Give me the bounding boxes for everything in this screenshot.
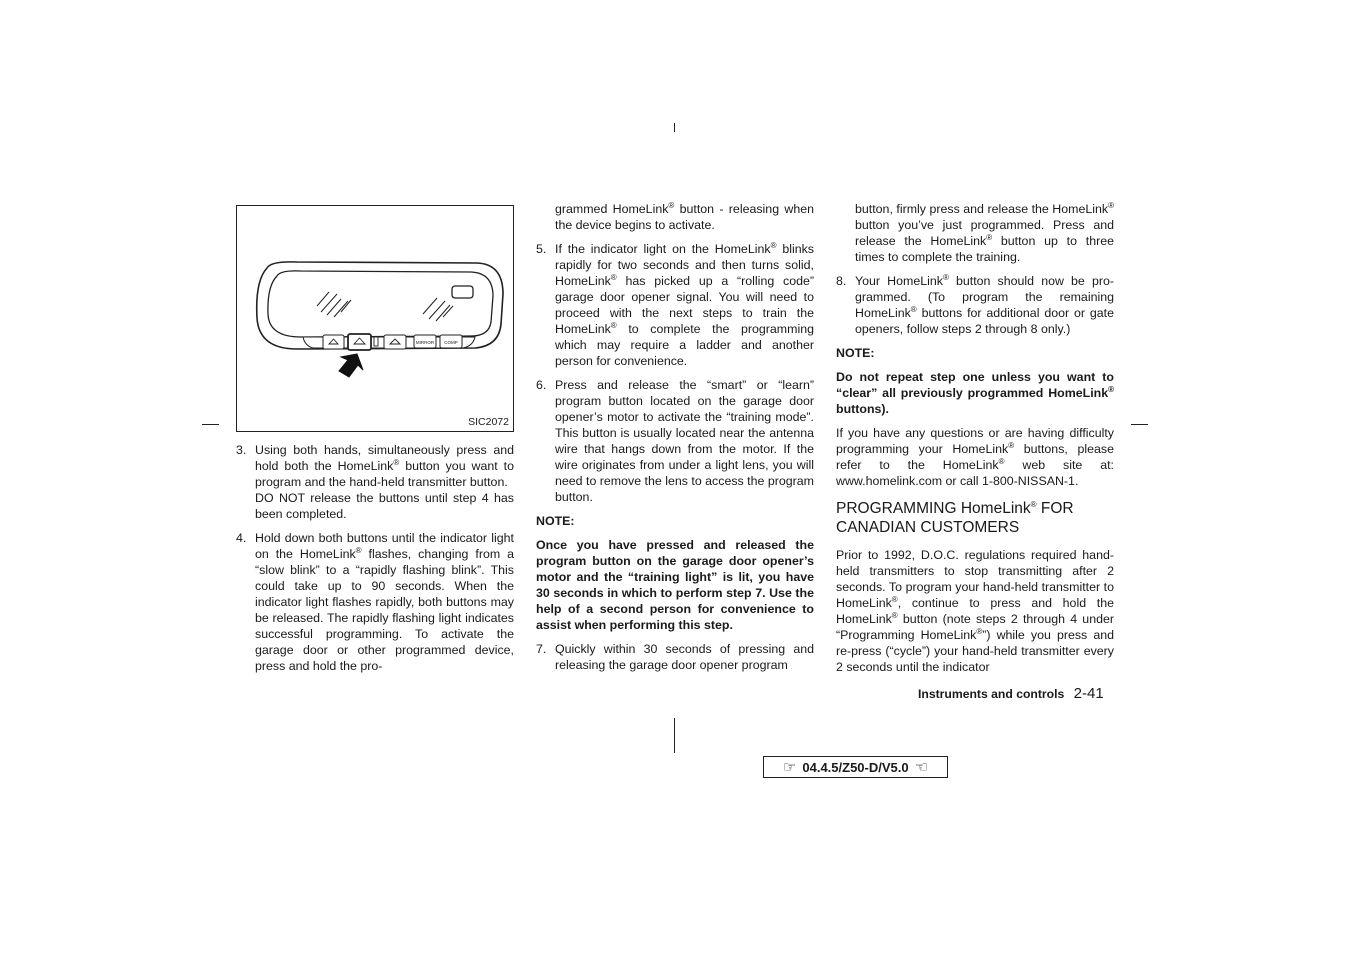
pointing-hand-left-icon: ☜	[914, 758, 929, 776]
step-7-continued	[836, 201, 1114, 265]
column-1	[236, 442, 514, 682]
page-footer	[918, 685, 1104, 702]
step-number: 6.	[536, 378, 547, 392]
step-text: Using both hands, simultaneously press and hold both the HomeLink® button you want to program and the hand-held transmitter button.	[255, 443, 514, 489]
pointing-hand-icon: ☞	[782, 758, 797, 776]
mirror-button-label: MIRROR	[415, 340, 435, 345]
step-3	[236, 442, 514, 522]
column-2	[536, 201, 814, 681]
step-text: Press and release the “smart” or “learn” program button located on the garage door opener’s motor to activate the “training mode”. This button is usually located near the antenna wire that hangs down from the motor. If the wire originates from under a light lens, you will need to remove the lens to access the program button.	[555, 378, 814, 504]
step-number: 4.	[236, 531, 247, 545]
section-paragraph: Prior to 1992, D.O.C. regulations required handheld transmitters to stop transmitting after 2 seconds. To program your hand-held transmitter to HomeLink®, continue to press and hold the HomeLink® button (note steps 2 through 4 under “Programming HomeLink®”) while you press and re-press (“cycle”) your hand-held transmitter every 2 seconds until the indicator	[836, 548, 1114, 674]
step-text: Quickly within 30 seconds of pressing and releasing the garage door opener program	[555, 642, 814, 672]
contact-paragraph: If you have any questions or are having difficulty programming your HomeLink® buttons, please refer to the HomeLink® web site at: www.homelink.com or call 1-800-NISSAN-1.	[836, 426, 1114, 488]
step-number: 8.	[836, 274, 847, 288]
mirror-figure	[236, 205, 514, 432]
step-text: button, firmly press and release the HomeLink® button you’ve just programmed. Press and release the HomeLink® button up to three times to complete the training.	[855, 200, 1115, 264]
document-id-box	[763, 756, 948, 778]
crop-mark-left	[202, 424, 219, 425]
step-text: Hold down both buttons until the indicator light on the HomeLink® flashes, changing from a “slow blink” to a “rapidly flashing blink”. This could take up to 90 seconds. When the indicator light flashes rapidly, both buttons may be released. The rapidly flashing light indicates successful programming. To activate the garage door or other programmed device, press and hold the pro-	[255, 531, 514, 673]
document-id: 04.4.5/Z50-D/V5.0	[802, 759, 909, 775]
step-warning: DO NOT release the buttons until step 4 has been completed.	[255, 491, 514, 521]
step-number: 7.	[536, 642, 547, 656]
step-text: grammed HomeLink® button - releasing when the device begins to activate.	[555, 200, 815, 232]
step-8	[836, 273, 1114, 337]
crop-mark-right	[1131, 424, 1148, 425]
step-4	[236, 530, 514, 674]
pointer-arrow-icon	[339, 354, 363, 377]
step-number: 3.	[236, 443, 247, 457]
crop-mark-bottom	[674, 718, 675, 753]
note-heading: NOTE:	[536, 514, 575, 528]
page-number: 2-41	[1073, 685, 1104, 702]
step-5	[536, 241, 814, 369]
step-6	[536, 377, 814, 505]
crop-mark-top	[674, 123, 675, 132]
rearview-mirror-illustration	[237, 206, 515, 433]
note-text: Once you have pressed and released the program button on the garage door opener’s motor and the “training light” is lit, you have 30 seconds in which to perform step 7. Use the help of a second person for convenience to assist when performing this step.	[536, 538, 814, 632]
note-text: Do not repeat step one unless you want to “clear” all previously programmed HomeLink® buttons).	[836, 370, 1114, 416]
step-text: If the indicator light on the HomeLink® blinks rapidly for two seconds and then turns solid, HomeLink® has picked up a “rolling code” garage door opener signal. You will need to proceed with the next steps to train the HomeLink® to complete the programming which may require a ladder and another person for convenience.	[555, 240, 814, 368]
step-number: 5.	[536, 242, 547, 256]
footer-section-name: Instruments and controls	[918, 687, 1065, 701]
step-text: Your HomeLink® button should now be programmed. (To program the remaining HomeLink® buttons for additional door or gate openers, follow steps 2 through 8 only.)	[855, 272, 1114, 336]
section-title: PROGRAMMING HomeLink® FOR CANADIAN CUSTOMERS	[836, 499, 1074, 536]
column-3	[836, 201, 1114, 683]
note-heading: NOTE:	[836, 346, 875, 360]
step-7	[536, 641, 814, 673]
compass-button-label: COMP	[444, 340, 458, 345]
step-4-continued	[536, 201, 814, 233]
figure-code: SIC2072	[468, 416, 509, 428]
